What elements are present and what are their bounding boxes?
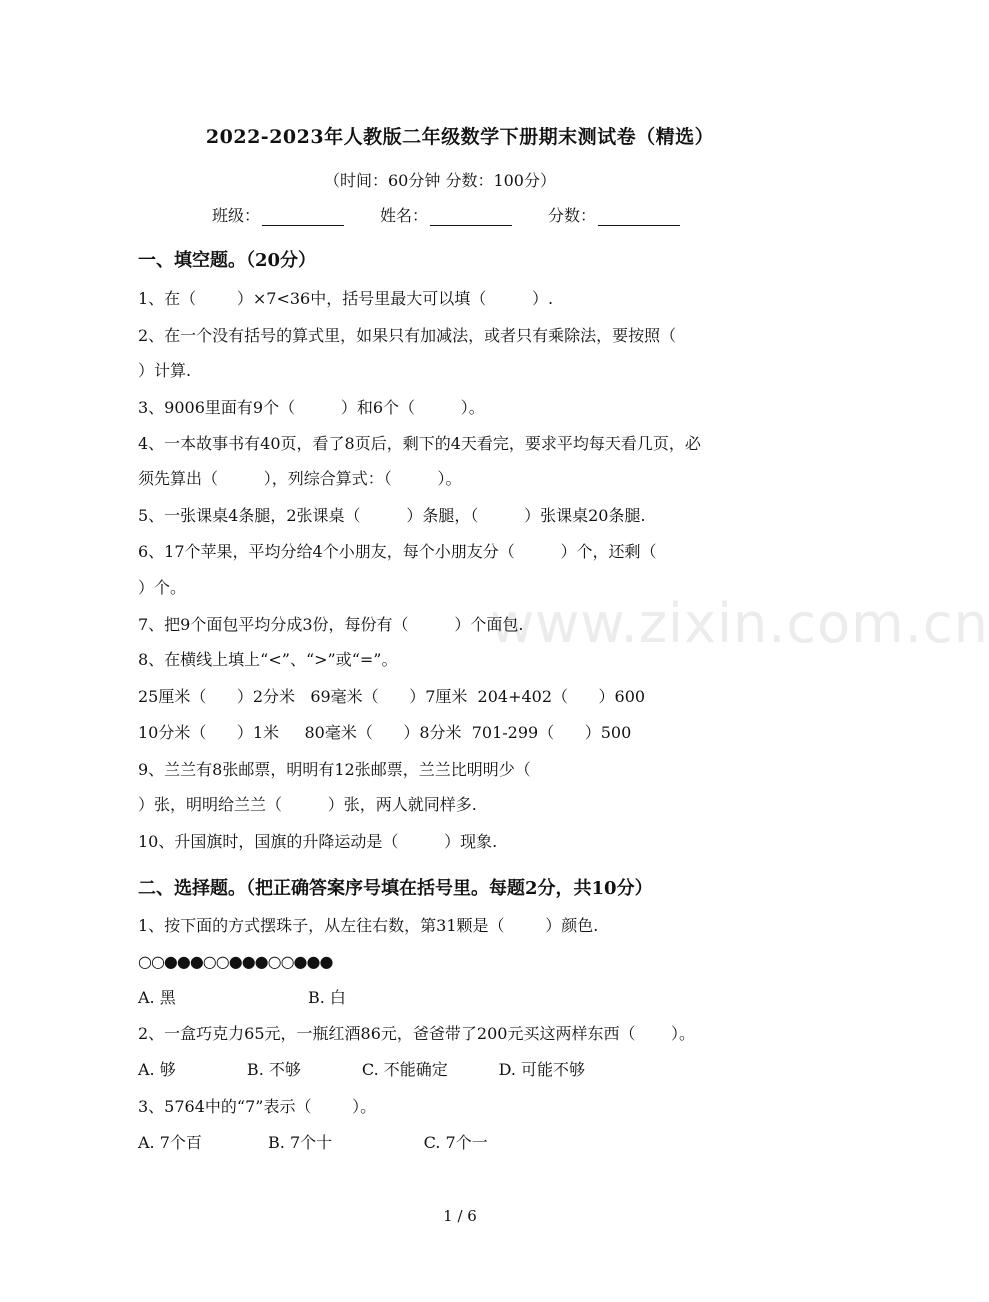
question-line: 2、一盒巧克力65元，一瓶红酒86元，爸爸带了200元买这两样东西（ ）。 — [138, 1024, 696, 1043]
question-line: 须先算出（ ），列综合算式：（ ）。 — [138, 469, 462, 488]
question-line: 10、升国旗时，国旗的升降运动是（ ）现象. — [138, 832, 498, 851]
question-line: 1、在（ ）×7<36中，括号里最大可以填（ ）. — [138, 289, 554, 308]
question-line: 7、把9个面包平均分成3份，每份有（ ）个面包. — [138, 615, 524, 634]
compare-row: 25厘米（ ）2分米 69毫米（ ）7厘米 204+402（ ）600 — [138, 687, 646, 706]
question-line: 9、兰兰有8张邮票，明明有12张邮票，兰兰比明明少（ — [138, 760, 531, 779]
question-line: ）个。 — [138, 578, 187, 597]
question-line: ）计算. — [138, 361, 192, 380]
compare-row: 10分米（ ）1米 80毫米（ ）8分米 701-299（ ）500 — [138, 723, 632, 742]
question-line: 2、在一个没有括号的算式里，如果只有加减法，或者只有乘除法，要按照（ — [138, 326, 677, 345]
question-line: 5、一张课桌4条腿，2张课桌（ ）条腿，（ ）张课桌20条腿. — [138, 506, 646, 525]
score-field — [548, 203, 680, 226]
question-line: 1、按下面的方式摆珠子，从左往右数，第31颗是（ ）颜色. — [138, 916, 599, 935]
question-line: ）张，明明给兰兰（ ）张，两人就同样多. — [138, 795, 477, 814]
question-line: 6、17个苹果，平均分给4个小朋友，每个小朋友分（ ）个，还剩（ — [138, 542, 657, 561]
watermark: www.zixin.com.cn — [490, 592, 989, 655]
section-1-heading: 一、填空题。（20分） — [138, 250, 317, 271]
question-line: 3、9006里面有9个（ ）和6个（ ）。 — [138, 398, 485, 417]
class-field — [212, 203, 344, 226]
question-line: 8、在横线上填上“<”、“>”或“=”。 — [138, 650, 398, 669]
class-label: 班级： — [212, 206, 261, 225]
options-row: A. 7个百 B. 7个十 C. 7个一 — [138, 1133, 488, 1152]
options-row: A. 黑 B. 白 — [138, 988, 346, 1007]
exam-subtitle: （时间：60分钟 分数：100分） — [324, 171, 556, 190]
student-info — [212, 203, 680, 226]
exam-title: 2022-2023年人教版二年级数学下册期末测试卷（精选） — [205, 126, 715, 148]
question-line: 4、一本故事书有40页，看了8页后，剩下的4天看完，要求平均每天看几页，必 — [138, 434, 701, 453]
score-label: 分数： — [548, 206, 597, 225]
question-line: 3、5764中的“7”表示（ ）。 — [138, 1097, 377, 1116]
beads-pattern: ○○●●●○○●●●○○●●● — [138, 952, 333, 971]
name-label: 姓名： — [380, 206, 429, 225]
name-field — [380, 203, 512, 226]
name-blank[interactable] — [430, 207, 512, 226]
section-2-heading: 二、选择题。（把正确答案序号填在括号里。每题2分，共10分） — [138, 878, 653, 899]
class-blank[interactable] — [262, 207, 344, 226]
score-blank[interactable] — [598, 207, 680, 226]
page-number: 1 / 6 — [443, 1207, 477, 1225]
options-row: A. 够 B. 不够 C. 不能确定 D. 可能不够 — [138, 1060, 586, 1079]
